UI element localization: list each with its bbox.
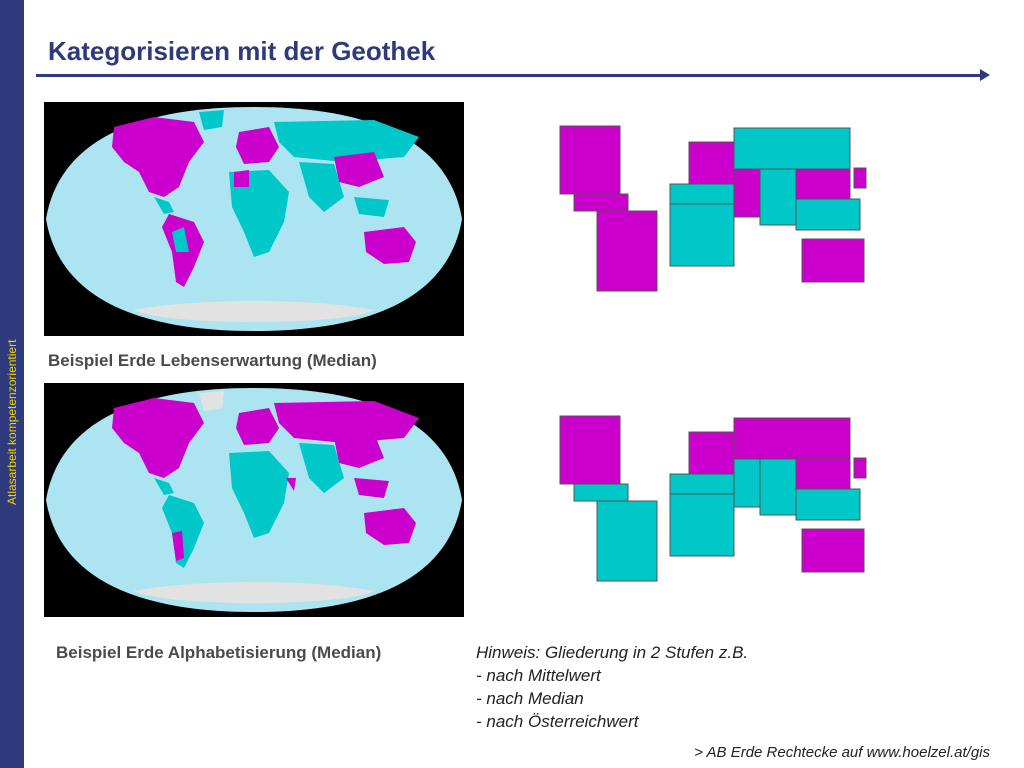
hint-item-median: - nach Median: [476, 689, 584, 708]
hint-title: Hinweis: Gliederung in 2 Stufen z.B.: [476, 643, 749, 662]
rectangle-cartogram-literacy: [540, 400, 880, 600]
world-map-life-expectancy: [44, 102, 464, 336]
title-underline: [36, 74, 986, 77]
example-caption-2: Beispiel Erde Alphabetisierung (Median): [56, 643, 382, 662]
footer-link[interactable]: > AB Erde Rechtecke auf www.hoelzel.at/gis: [694, 744, 990, 761]
world-map-literacy: [44, 383, 464, 617]
hint-item-oesterreichwert: - nach Österreichwert: [476, 712, 639, 731]
sidebar-label: [0, 0, 24, 768]
arrow-right-icon: [980, 69, 990, 81]
page-title: Kategorisieren mit der Geothek: [48, 36, 436, 66]
hint-item-mittelwert: - nach Mittelwert: [476, 666, 601, 685]
hint-box: [476, 641, 748, 733]
sidebar-text: Atlasarbeit kompetenzorientiert: [5, 339, 19, 505]
example-caption-1: Beispiel Erde Lebenserwartung (Median): [48, 351, 377, 370]
rectangle-cartogram-life-expectancy: [540, 110, 880, 310]
